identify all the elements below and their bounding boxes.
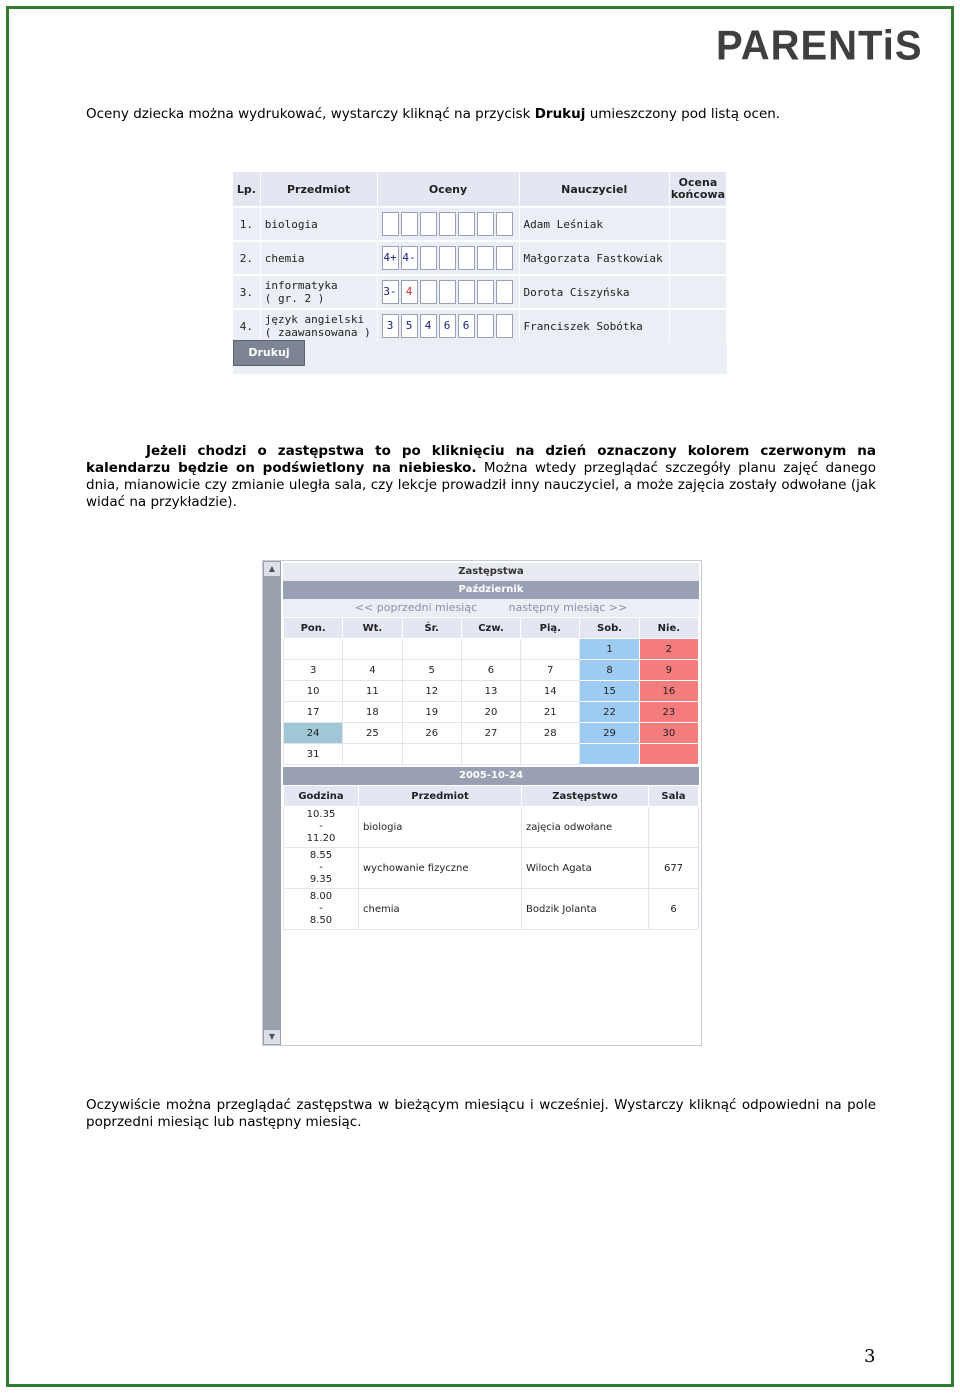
time-sep: - xyxy=(319,903,323,914)
calendar-empty xyxy=(461,639,520,660)
grade-cell xyxy=(382,212,399,236)
grade-row xyxy=(233,275,727,309)
paragraph-print-info xyxy=(86,106,780,122)
col-final-line1: Ocena xyxy=(678,176,718,189)
grade-cell: 4 xyxy=(420,314,437,338)
calendar-week xyxy=(284,639,699,660)
grade-cell: 6 xyxy=(439,314,456,338)
grade-cell xyxy=(439,212,456,236)
col-time: Godzina xyxy=(284,786,359,807)
calendar-empty xyxy=(343,744,402,765)
lesson-substitution: zajęcia odwołane xyxy=(522,807,649,848)
calendar-day[interactable]: 6 xyxy=(461,660,520,681)
grade-cell xyxy=(439,280,456,304)
row-teacher: Małgorzata Fastkowiak xyxy=(519,241,669,275)
time-sep: - xyxy=(319,862,323,873)
col-room: Sala xyxy=(649,786,699,807)
day-header: Sob. xyxy=(580,618,639,639)
grade-cell: 4 xyxy=(401,280,418,304)
grade-row xyxy=(233,241,727,275)
row-subject xyxy=(260,275,377,309)
grade-cell xyxy=(496,314,513,338)
page-number: 3 xyxy=(864,1346,876,1367)
subject-line1: informatyka xyxy=(264,279,338,292)
calendar-day[interactable]: 20 xyxy=(461,702,520,723)
month-label: Październik xyxy=(283,581,699,599)
calendar-day[interactable]: 22 xyxy=(580,702,639,723)
print-button[interactable]: Drukuj xyxy=(233,340,305,366)
calendar-day[interactable]: 11 xyxy=(343,681,402,702)
calendar-empty xyxy=(461,744,520,765)
grade-cell xyxy=(477,314,494,338)
grade-row xyxy=(233,309,727,342)
schedule-row xyxy=(284,807,699,848)
col-final xyxy=(669,172,726,207)
subject-line1: język angielski xyxy=(264,313,365,326)
col-subject: Przedmiot xyxy=(359,786,522,807)
substitutions-title: Zastępstwa xyxy=(283,563,699,581)
grade-row xyxy=(233,207,727,241)
calendar-day[interactable]: 7 xyxy=(521,660,580,681)
lesson-subject: biologia xyxy=(359,807,522,848)
calendar-week xyxy=(284,723,699,744)
calendar-day[interactable]: 30 xyxy=(639,723,698,744)
lesson-substitution: Bodzik Jolanta xyxy=(522,889,649,930)
row-grades xyxy=(377,241,519,275)
grade-cell xyxy=(401,212,418,236)
lesson-subject: chemia xyxy=(359,889,522,930)
row-final xyxy=(669,241,726,275)
next-month-link[interactable]: następny miesiąc >> xyxy=(508,601,628,614)
calendar-empty xyxy=(402,744,461,765)
month-navigation xyxy=(283,599,699,617)
row-subject xyxy=(260,309,377,342)
schedule-table xyxy=(283,785,699,930)
lesson-substitution: Wiloch Agata xyxy=(522,848,649,889)
time-end: 11.20 xyxy=(306,833,336,844)
calendar-empty xyxy=(580,744,639,765)
calendar-day[interactable]: 13 xyxy=(461,681,520,702)
scroll-down-icon[interactable]: ▼ xyxy=(264,1030,280,1044)
calendar-week xyxy=(284,744,699,765)
calendar-day[interactable]: 1 xyxy=(580,639,639,660)
col-lp: Lp. xyxy=(233,172,260,207)
calendar-day[interactable]: 9 xyxy=(639,660,698,681)
col-substitution: Zastępstwo xyxy=(522,786,649,807)
scroll-up-icon[interactable]: ▲ xyxy=(264,562,280,576)
row-teacher: Adam Leśniak xyxy=(519,207,669,241)
grade-cell: 3 xyxy=(382,314,399,338)
calendar-day[interactable]: 24 xyxy=(284,723,343,744)
calendar-day[interactable]: 3 xyxy=(284,660,343,681)
subject-line1: biologia xyxy=(264,217,318,231)
calendar-empty xyxy=(284,639,343,660)
subject-line2: ( gr. 2 ) xyxy=(264,292,325,305)
selected-date: 2005-10-24 xyxy=(283,767,699,785)
calendar-day[interactable]: 19 xyxy=(402,702,461,723)
row-teacher: Dorota Ciszyńska xyxy=(519,275,669,309)
row-lp: 4. xyxy=(233,309,260,342)
row-subject xyxy=(260,241,377,275)
grade-cell: 3- xyxy=(382,280,399,304)
calendar-day[interactable]: 17 xyxy=(284,702,343,723)
grade-cell: 6 xyxy=(458,314,475,338)
lesson-room: 6 xyxy=(649,889,699,930)
calendar-empty xyxy=(343,639,402,660)
time-start: 8.55 xyxy=(309,850,333,861)
grade-cell xyxy=(458,212,475,236)
row-lp: 1. xyxy=(233,207,260,241)
grade-cell: 4- xyxy=(401,246,418,270)
calendar-day[interactable]: 4 xyxy=(343,660,402,681)
calendar-day[interactable]: 8 xyxy=(580,660,639,681)
grade-cell xyxy=(477,280,494,304)
calendar-day[interactable]: 16 xyxy=(639,681,698,702)
calendar-day[interactable]: 26 xyxy=(402,723,461,744)
substitutions-panel-screenshot xyxy=(262,560,702,1046)
row-grades xyxy=(377,309,519,342)
row-final xyxy=(669,275,726,309)
grades-table-screenshot xyxy=(233,172,727,374)
calendar-day[interactable]: 27 xyxy=(461,723,520,744)
row-lp: 3. xyxy=(233,275,260,309)
row-final xyxy=(669,207,726,241)
col-final-line2: końcowa xyxy=(670,188,725,201)
grade-cell xyxy=(420,212,437,236)
grade-cell xyxy=(420,280,437,304)
para1-before: Oceny dziecka można wydrukować, wystarczy kliknąć na przycisk xyxy=(86,106,535,122)
grade-cell xyxy=(439,246,456,270)
calendar-empty xyxy=(639,744,698,765)
row-final xyxy=(669,309,726,342)
para1-after: umieszczony pod listą ocen. xyxy=(585,106,781,122)
grade-cell xyxy=(496,280,513,304)
scrollbar[interactable] xyxy=(263,561,281,1045)
time-start: 8.00 xyxy=(309,891,333,902)
grade-cell xyxy=(496,246,513,270)
time-sep: - xyxy=(319,821,323,832)
calendar-day[interactable]: 12 xyxy=(402,681,461,702)
calendar-day[interactable]: 5 xyxy=(402,660,461,681)
calendar-day[interactable]: 14 xyxy=(521,681,580,702)
day-header: Wt. xyxy=(343,618,402,639)
time-end: 8.50 xyxy=(309,915,333,926)
subject-line1: chemia xyxy=(264,251,305,265)
schedule-row xyxy=(284,848,699,889)
calendar-day[interactable]: 15 xyxy=(580,681,639,702)
calendar-empty xyxy=(521,744,580,765)
time-end: 9.35 xyxy=(309,874,333,885)
calendar-day[interactable]: 29 xyxy=(580,723,639,744)
calendar-day[interactable]: 31 xyxy=(284,744,343,765)
calendar-empty xyxy=(521,639,580,660)
col-grades: Oceny xyxy=(377,172,519,207)
row-grades xyxy=(377,275,519,309)
calendar-day[interactable]: 28 xyxy=(521,723,580,744)
day-header: Czw. xyxy=(461,618,520,639)
calendar-week xyxy=(284,660,699,681)
calendar-week xyxy=(284,681,699,702)
grade-cell xyxy=(458,280,475,304)
paragraph-substitutions-info xyxy=(86,443,876,511)
lesson-time xyxy=(284,848,359,889)
subject-line2: ( zaawansowana ) xyxy=(264,326,371,339)
prev-month-link[interactable]: << poprzedni miesiąc xyxy=(354,601,478,614)
row-grades xyxy=(377,207,519,241)
lesson-room: 677 xyxy=(649,848,699,889)
lesson-subject: wychowanie fizyczne xyxy=(359,848,522,889)
lesson-room xyxy=(649,807,699,848)
grade-cell xyxy=(420,246,437,270)
calendar-day[interactable]: 21 xyxy=(521,702,580,723)
row-subject xyxy=(260,207,377,241)
day-header: Śr. xyxy=(402,618,461,639)
schedule-row xyxy=(284,889,699,930)
time-start: 10.35 xyxy=(306,809,336,820)
grade-cell: 5 xyxy=(401,314,418,338)
parentis-logo: PARENTiS xyxy=(716,22,923,70)
grade-cell: 4+ xyxy=(382,246,399,270)
calendar xyxy=(283,617,699,765)
calendar-day[interactable]: 18 xyxy=(343,702,402,723)
grade-cell xyxy=(477,212,494,236)
grade-cell xyxy=(458,246,475,270)
calendar-day[interactable]: 23 xyxy=(639,702,698,723)
day-header: Pią. xyxy=(521,618,580,639)
lesson-time xyxy=(284,807,359,848)
day-header: Nie. xyxy=(639,618,698,639)
lesson-time xyxy=(284,889,359,930)
calendar-day[interactable]: 25 xyxy=(343,723,402,744)
grade-cell xyxy=(477,246,494,270)
calendar-week xyxy=(284,702,699,723)
para2-normal: Można wtedy przeglądać szczegóły planu zajęć danego dnia, mianowicie czy zmianie uległa sala, czy lekcje prowadził inny nauczyciel, a może zajęcia zostały odwołane (jak widać na przykładzie). xyxy=(86,460,877,510)
col-subject: Przedmiot xyxy=(260,172,377,207)
calendar-empty xyxy=(402,639,461,660)
row-lp: 2. xyxy=(233,241,260,275)
grade-cell xyxy=(496,212,513,236)
row-teacher: Franciszek Sobótka xyxy=(519,309,669,342)
para2-bold: Jeżeli chodzi o zastępstwa to po kliknięciu na dzień oznaczony kolorem czerwonym na kalendarzu będzie on podświetlony na niebiesko. xyxy=(86,443,876,476)
paragraph-navigation-info: Oczywiście można przeglądać zastępstwa w bieżącym miesiącu i wcześniej. Wystarczy kliknąć odpowiedni na pole poprzedni miesiąc lub następny miesiąc. xyxy=(86,1097,876,1130)
day-header: Pon. xyxy=(284,618,343,639)
calendar-day[interactable]: 2 xyxy=(639,639,698,660)
para1-bold: Drukuj xyxy=(534,106,586,122)
calendar-day[interactable]: 10 xyxy=(284,681,343,702)
col-teacher: Nauczyciel xyxy=(519,172,669,207)
